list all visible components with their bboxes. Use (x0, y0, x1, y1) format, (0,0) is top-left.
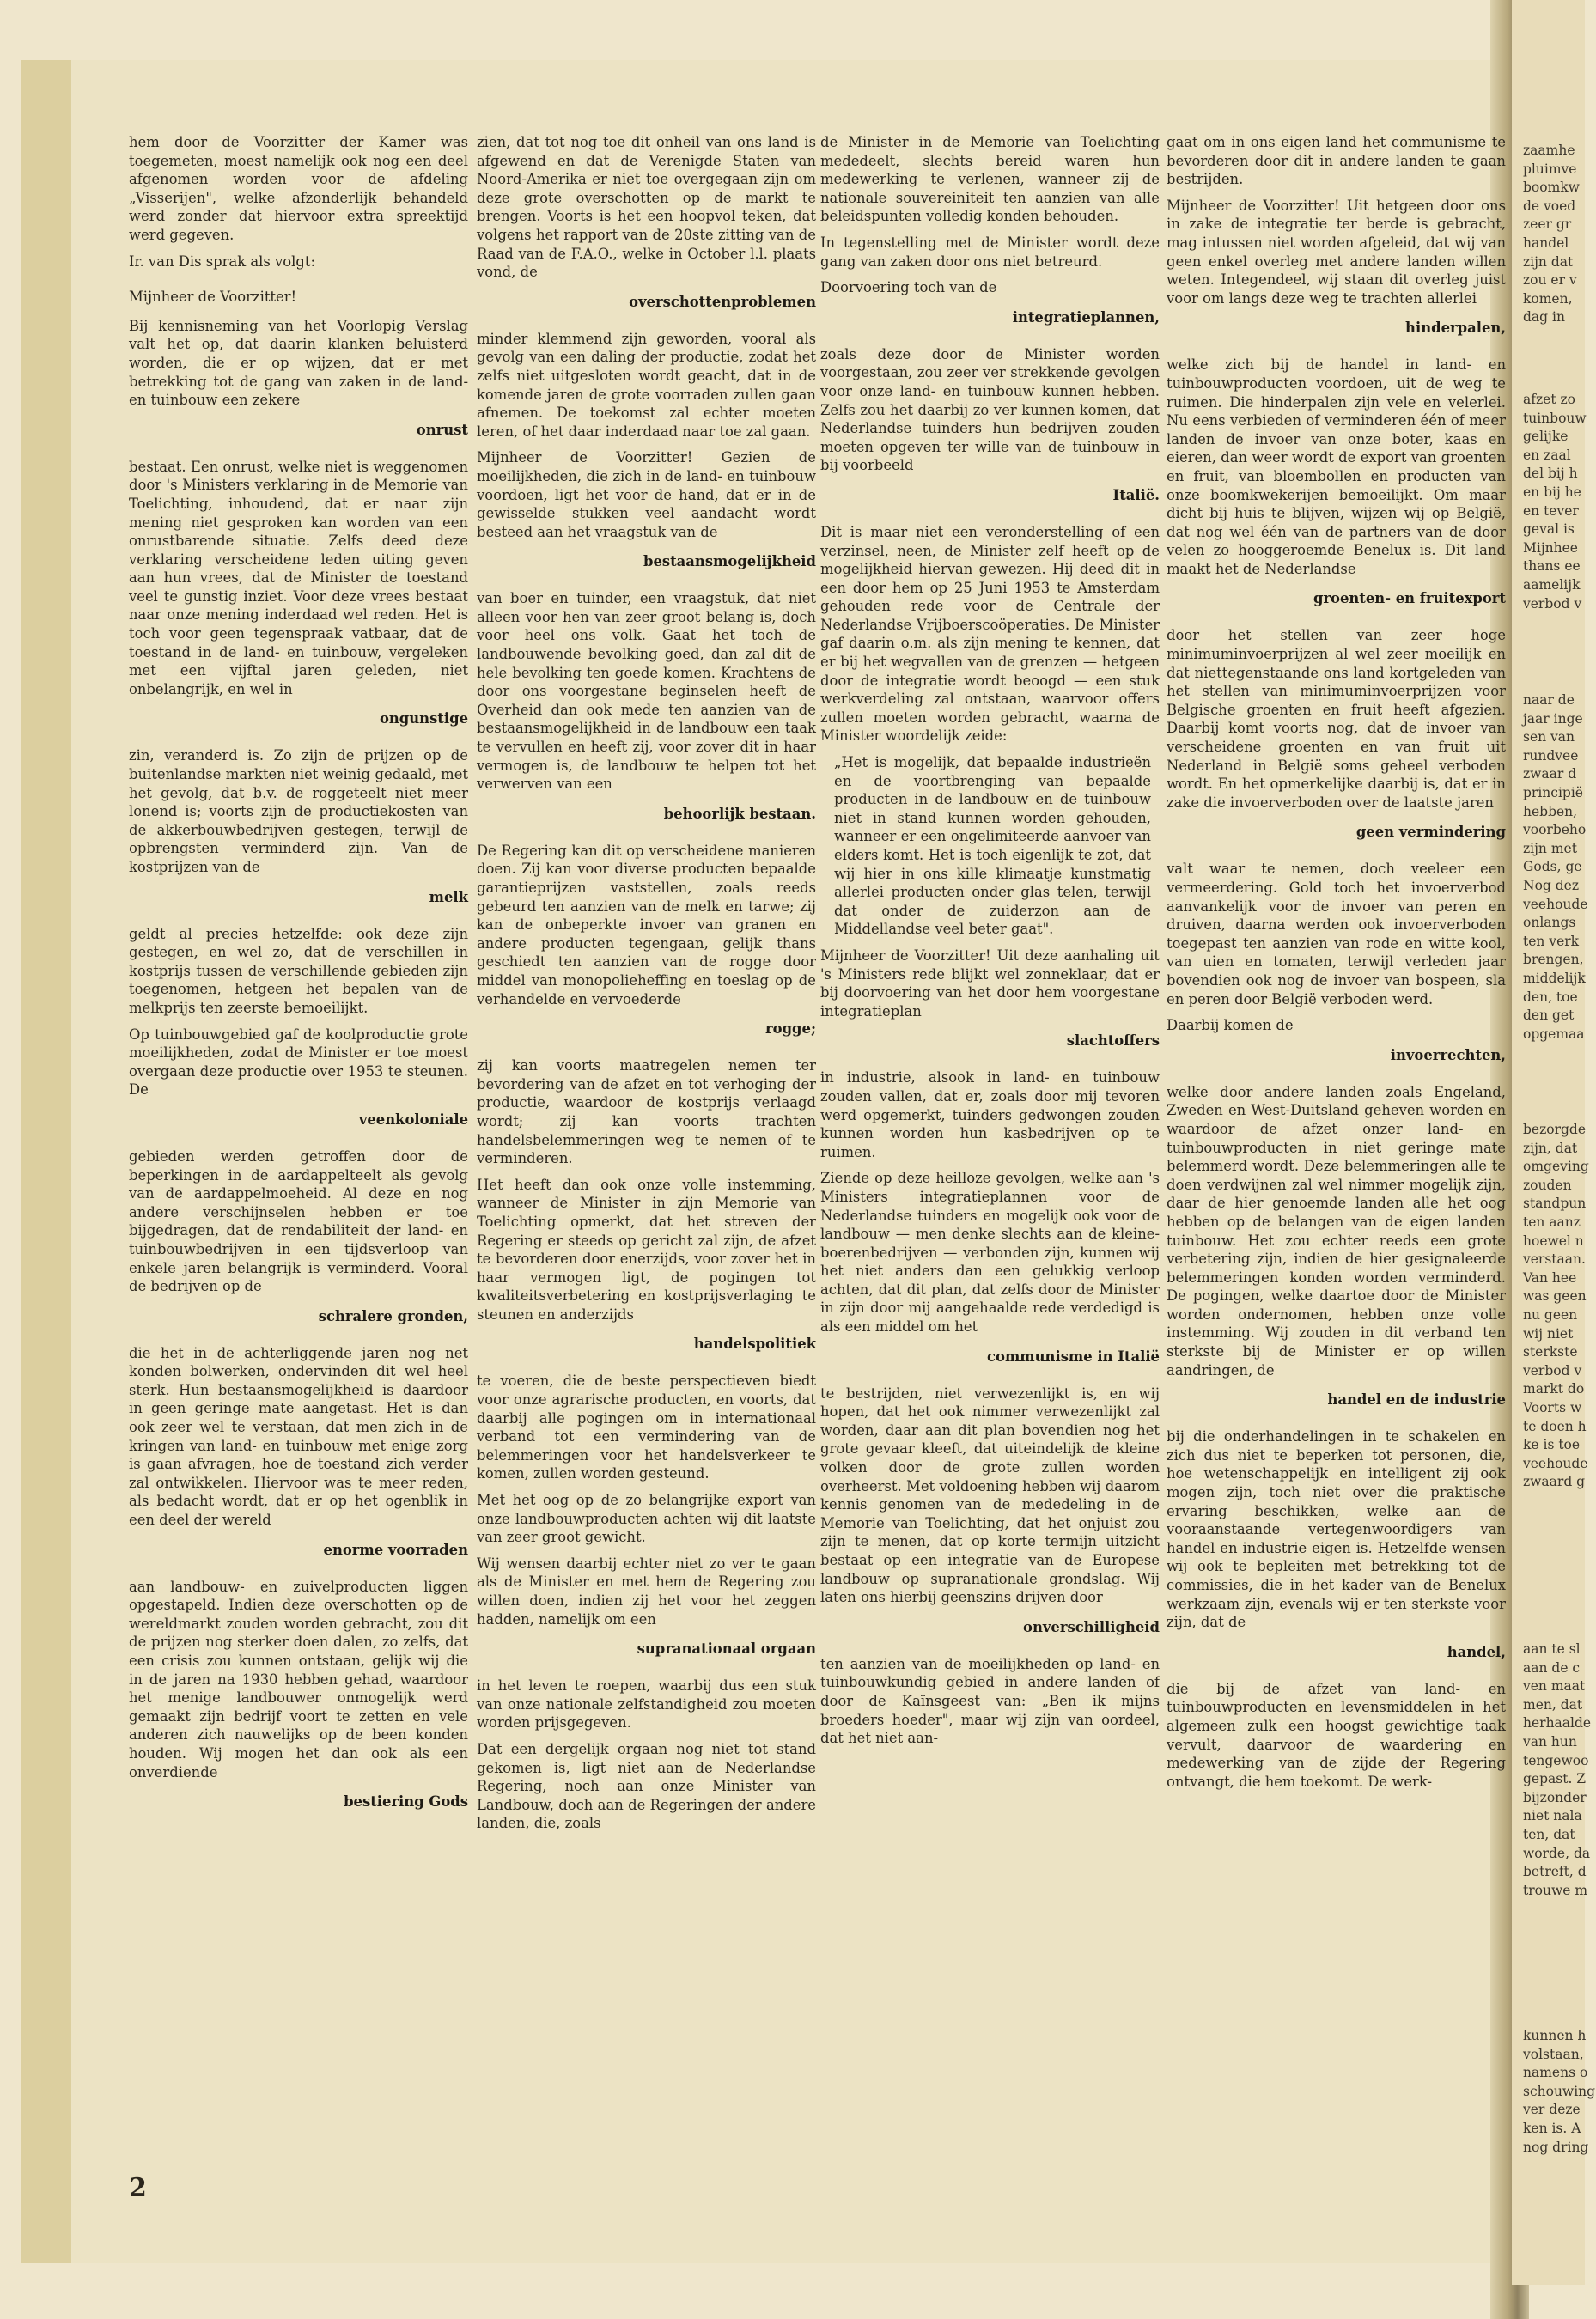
section-subheading: invoerrechten, (1390, 1046, 1506, 1063)
next-page-text-line: thans ee (1523, 558, 1581, 575)
next-page-text-line: volstaan, (1523, 2046, 1584, 2062)
article-paragraph: die bij de afzet van land- en tuinbouwproducten en levensmiddelen in het algemeen zulk een hoogst gewichtige taak vervult, daarvoor de waardering en medewerking van de zijde der Regering ontvangt, die hem toekomt. De werk- (1167, 1680, 1506, 1790)
section-subheading: onrust (416, 421, 468, 438)
next-page-text-line: kunnen h (1523, 2028, 1587, 2043)
article-paragraph: Mijnheer de Voorzitter! (129, 289, 297, 306)
next-page-text-line: komen, (1523, 290, 1573, 307)
next-page-text-line: verstaan. (1523, 1251, 1586, 1268)
next-page-fragment-2 (1523, 391, 1596, 613)
section-subheading: hinderpalen, (1405, 320, 1506, 337)
next-page-text-line: tuinbouw (1523, 410, 1587, 426)
article-paragraph: In tegenstelling met de Minister wordt deze gang van zaken door ons niet betreurd. (820, 234, 1160, 270)
section-subheading: geen vermindering (1355, 824, 1506, 841)
article-paragraph: valt waar te nemen, doch veeleer een vermeerdering. Gold toch het invoerverbod aanvankelijk voor de invoer van peren en druiven, daarna werden ook invoerverboden toegepast ten aanzien van rode en witte kool, van uien en tomaten, terwijl verleden jaar bovendien ook nog de invoer van bospeen, sla en peren door België verboden werd. (1167, 861, 1506, 1007)
article-paragraph: hem door de Voorzitter der Kamer was toegemeten, moest namelijk ook nog een deel afgenomen worden voor de afdeling „Visserijen", welke afzonderlijk behandeld werd zonder dat hiervoor extra spreektijd werd gegeven. (129, 134, 468, 243)
next-page-text-line: sen van (1523, 729, 1575, 746)
next-page-text-line: en zaal (1523, 447, 1571, 463)
next-page-text-line: bezorgde (1523, 1122, 1587, 1137)
next-page-text-line: zijn, dat (1523, 1140, 1578, 1156)
next-page-text-line: rundvee (1523, 747, 1579, 764)
next-page-text-line: dag in (1523, 309, 1565, 326)
section-subheading: slachtoffers (1066, 1032, 1160, 1050)
next-page-text-line: nu geen (1523, 1306, 1578, 1323)
next-page-text-line: zijn met (1523, 840, 1577, 856)
section-subheading: schralere gronden, (318, 1307, 468, 1324)
article-paragraph: zoals deze door de Minister worden voorgestaan, zou zeer ver strekkende gevolgen voor onze land- en tuinbouw kunnen hebben. Zelfs zou het daarbij zo ver kunnen komen, dat Nederlandse tuinders hun bedrijven zouden moeten opgeven ter wille van de tuinbouw in bij voorbeeld (820, 345, 1160, 474)
article-paragraph: zij kan voorts maatregelen nemen ter bevordering van de afzet en tot verhoging der productie, waardoor de kostprijs verlaagd wordt; zij kan voorts trachten handelsbelemmeringen weg te nemen of te verminderen. (477, 1057, 816, 1167)
article-paragraph: te voeren, die de beste perspectieven biedt voor onze agrarische producten, en voorts, dat daarbij alle pogingen om in internationaal verband tot een vermindering van de belemmeringen voor het handelsverkeer te komen, zullen worden gesteund. (477, 1373, 816, 1482)
next-page-text-line: boomkw (1523, 180, 1580, 196)
section-subheading: veenkoloniale (358, 1111, 468, 1128)
next-page-text-line: Van hee (1523, 1269, 1577, 1286)
article-paragraph: bestaat. Een onrust, welke niet is weggenomen door 's Ministers verklaring in de Memorie van Toelichting, inhoudend, dat er naar zijn mening niet gesproken kan worden van een onrustbarende situatie. Zelfs deed deze verklaring verscheidene leden uiting geven aan hun vrees, dat de Minister de toestand veel te gunstig inziet. Voor deze vrees bestaat naar onze mening inderdaad wel reden. Het is toch voor geen tegenspraak vatbaar, dat de toestand in de land- en tuinbouw, vergeleken met een vijftal jaren geleden, niet onbelangrijk, en wel in (129, 458, 468, 697)
article-paragraph: welke door andere landen zoals Engeland, Zweden en West-Duitsland geheven worden en waardoor de afzet onzer land- en tuinbouwproducten in niet geringe mate belemmerd wordt. Deze belemmeringen alle te doen verdwijnen zal wel nimmer mogelijk zijn, daar de hier genoemde landen alle het oog hebben op de belangen van de eigen landen tuinbouw. Het zou echter reeds een grote verbetering zijn, indien de hier gesignaleerde belemmeringen konden worden verminderd. De pogingen, welke daartoe door de Minister worden ondernomen, hebben onze volle instemming. Wij zouden in dit verband ten sterkste bij de Minister er op willen aandringen, de (1167, 1083, 1506, 1379)
section-subheading: overschottenproblemen (629, 293, 816, 310)
next-page-text-line: hebben, (1523, 803, 1578, 819)
next-page-text-line: zijn dat (1523, 253, 1574, 270)
article-paragraph: De Regering kan dit op verscheidene manieren doen. Zij kan voor diverse producten bepaalde garantieprijzen vaststellen, zoals reeds gebeurd ten aanzien van de melk en tarwe; zij kan de onbeperkte invoer van granen en andere producten tegengaan, gelijk thans geschiedt ten aanzien van de rogge door middel van monopolieheffing en toeslag op de verhandelde en vervoederde (477, 842, 816, 1007)
next-page-fragment-5 (1523, 1640, 1596, 1900)
article-paragraph: Doorvoering toch van de (820, 279, 997, 296)
next-page-text-line: naar de (1523, 692, 1575, 708)
section-subheading: rogge; (765, 1020, 816, 1038)
next-page-text-line: de voed (1523, 198, 1576, 214)
article-paragraph: Mijnheer de Voorzitter! Gezien de moeilijkheden, die zich in de land- en tuinbouw voordoen, ligt het voor de hand, dat er in de gewisselde stukken veel aandacht wordt besteed aan het vraagstuk van de (477, 449, 816, 540)
next-page-text-line: zou er v (1523, 272, 1577, 289)
article-paragraph: zin, veranderd is. Zo zijn de prijzen op de buitenlandse markten niet weinig gedaald, met het gevolg, dat b.v. de roggeteelt niet meer lonend is; voorts zijn de productiekosten van de akkerbouwbedrijven gestegen, terwijl de opbrengsten verminderd zijn. Van de kostprijzen van de (129, 747, 468, 875)
section-subheading: handel, (1447, 1643, 1506, 1660)
page-edge (21, 60, 71, 2263)
article-paragraph: die het in de achterliggende jaren nog net konden bolwerken, ondervinden dit wel heel sterk. Hun bestaansmogelijkheid is daardoor in geen geringe mate aangetast. Het is dan ook zeer wel te verstaan, dat men zich in de kringen van land- en tuinbouw met enige zorg is gaan afvragen, hoe de toestand zich verder zal ontwikkelen. Hiervoor was te meer reden, als bedacht wordt, dat er op het ogenblik in een deel der wereld (129, 1344, 468, 1529)
next-page-text-line: ken is. A (1523, 2120, 1581, 2136)
next-page-text-line: veehoude (1523, 1455, 1588, 1471)
next-page-text-line: handel (1523, 234, 1569, 251)
next-page-text-line: markt do (1523, 1381, 1585, 1397)
section-subheading: ongunstige (379, 710, 468, 727)
text-column-4 (1167, 133, 1506, 1799)
next-page-text-line: pluimve (1523, 161, 1577, 177)
next-page-text-line: jaar inge (1523, 710, 1583, 727)
next-page-text-line: aan te sl (1523, 1641, 1581, 1657)
next-page-text-line: zaamhe (1523, 143, 1575, 158)
section-subheading: handelspolitiek (693, 1336, 816, 1353)
next-page-text-line: ten verk (1523, 933, 1580, 949)
next-page-text-line: worde, da (1523, 1845, 1591, 1861)
next-page-text-line: den get (1523, 1007, 1575, 1024)
next-page-text-line: Gods, ge (1523, 859, 1582, 875)
next-page-text-line: en bij he (1523, 484, 1581, 500)
next-page-text-line: zouden (1523, 1177, 1572, 1193)
article-paragraph: van boer en tuinder, een vraagstuk, dat niet alleen voor hen van zeer groot belang is, doch voor heel ons volk. Gaat het toch de landbouwende bevolking goed, dan zal dit de hele bevolking ten goede komen. Krachtens de door ons voorgestane beginselen heeft de Overheid dan ook mede ten aanzien van de bestaansmogelijkheid in de landbouw een taak te vervullen en heeft zij, voor zover dit in haar vermogen is, de landbouw te helpen tot het verwerven van een (477, 590, 816, 793)
article-paragraph: zien, dat tot nog toe dit onheil van ons land is afgewend en dat de Verenigde Staten van Noord-Amerika er niet toe overgegaan zijn om deze grote overschotten op de markt te brengen. Voorts is het een hoopvol teken, dat volgens het rapport van de 20ste zitting van de Raad van de F.A.O., welke in October l.l. plaats vond, de (477, 134, 816, 281)
article-paragraph: te bestrijden, niet verwezenlijkt is, en wij hopen, dat het ook nimmer verwezenlijkt zal worden, daar aan dit plan bovendien nog het grote gevaar kleeft, dat uiteindelijk de kleine volken door de grote zullen worden overheerst. Met voldoening hebben wij daarom kennis genomen van de mededeling in de Memorie van Toelichting, dat het onjuist zou zijn te menen, dat op korte termijn uitzicht bestaat op een integratie van de Europese landbouw op supranationale grondslag. Wij laten ons hierbij geenszins drijven door (820, 1385, 1160, 1606)
next-page-text-line: gelijke (1523, 429, 1569, 445)
section-subheading: handel en de industrie (1327, 1391, 1506, 1409)
section-subheading: behoorlijk bestaan. (663, 805, 816, 822)
next-page-text-line: ke is toe (1523, 1437, 1581, 1453)
next-page-text-line: gepast. Z (1523, 1771, 1587, 1787)
article-paragraph: Bij kennisneming van het Voorlopig Verslag valt het op, dat daarin klanken beluisterd worden, die er op wijzen, dat er met betrekking tot de gang van zaken in de land- en tuinbouw een zekere (129, 317, 468, 409)
article-paragraph: Dit is maar niet een veronderstelling of een verzinsel, neen, de Minister zelf heeft op de mogelijkheid hiervan gewezen. Hij deed dit in een door hem op 25 Juni 1953 te Amsterdam gehouden rede voor de Centrale der Nederlandse Vrijboerscoöperaties. De Minister gaf daarin o.m. als zijn mening te kennen, dat er bij het wegvallen van de grenzen — hetgeen door de integratie wordt beoogd — een stuk werkverdeling zal ontstaan, waarvoor offers zullen moeten worden gebracht, waarna de Minister woordelijk zeide: (820, 523, 1160, 745)
next-page-text-line: ten aanz (1523, 1214, 1581, 1230)
article-paragraph: Mijnheer de Voorzitter! Uit deze aanhaling uit 's Ministers rede blijkt wel zonneklaar, dat er bij doorvoering van het door hem voorgestane integratieplan (820, 946, 1160, 1020)
next-page-text-line: verbod v (1523, 1362, 1582, 1379)
next-page-text-line: was geen (1523, 1288, 1587, 1305)
next-page-text-line: ver deze (1523, 2102, 1581, 2118)
article-paragraph: gebieden werden getroffen door de beperkingen in de aardappelteelt als gevolg van de aardappelmoeheid. Al deze en nog andere verschijnselen hebben er toe bijgedragen, dat de rendabiliteit der land- en tuinbouwbedrijven in een tijdsverloop van enkele jaren belangrijk is verminderd. Vooral de bedrijven op de (129, 1147, 468, 1295)
article-paragraph: Ziende op deze heilloze gevolgen, welke aan 's Ministers integratieplannen voor de Nederlandse tuinders en mogelijk ook voor de landbouw — men denke slechts aan de kleine-boerenbedrijven — verbonden zijn, kunnen wij het niet anders dan een gelukkig verloop achten, dat dit plan, dat zelfs door de Minister in zijn door mij aangehaalde rede verdedigd is als een middel om het (820, 1170, 1160, 1336)
next-page-text-line: en tever (1523, 502, 1579, 519)
article-paragraph: Het heeft dan ook onze volle instemming, wanneer de Minister in zijn Memorie van Toelichting opmerkt, dat het streven der Regering er steeds op gericht zal zijn, de afzet te bevorderen door enerzijds, voor zover het in haar vermogen ligt, de pogingen tot kwaliteitsverbetering en kostprijsverlaging te steunen en anderzijds (477, 1176, 816, 1323)
section-subheading: bestaansmogelijkheid (643, 553, 816, 570)
next-page-text-line: principië (1523, 784, 1583, 800)
text-column-1 (129, 133, 468, 1829)
next-page-text-line: veehoude (1523, 896, 1588, 912)
article-paragraph: geldt al precies hetzelfde: ook deze zijn gestegen, en wel zo, dat de verschillen in kostprijs tussen de verschillende gebieden zijn toegenomen, hetgeen het bepalen van de melkprijs ten zeerste bemoeilijkt. (129, 925, 468, 1016)
article-paragraph: Op tuinbouwgebied gaf de koolproductie grote moeilijkheden, zodat de Minister er toe moest overgaan deze productie over 1953 te steunen. De (129, 1026, 468, 1099)
next-page-text-line: hoewel n (1523, 1233, 1584, 1249)
section-subheading: communisme in Italië (987, 1348, 1160, 1365)
next-page-text-line: brengen, (1523, 952, 1584, 968)
section-subheading: onverschilligheid (1023, 1618, 1160, 1635)
next-page-text-line: zwaar d (1523, 766, 1577, 782)
article-paragraph: welke zich bij de handel in land- en tuinbouwproducten voordoen, uit de weg te ruimen. Die hinderpalen zijn vele en velerlei. Nu eens verbieden of verminderen één of meer landen de invoer van onze boter, kaas en eieren, dan weer wordt de export van groenten en fruit, van bloembollen en producten van onze boomkwekerijen bemoeilijkt. Om maar dicht bij huis te blijven, wijzen wij op België, dat nog wel één van de partners van de door velen zo hooggeroemde Benelux is. Dit land maakt het de Nederlandse (1167, 356, 1506, 577)
page-number: 2 (129, 2173, 147, 2203)
next-page-text-line: nog dring (1523, 2139, 1589, 2155)
next-page-text-line: betreft, d (1523, 1864, 1587, 1880)
next-page-text-line: onlangs (1523, 915, 1576, 931)
section-subheading: supranationaal orgaan (637, 1640, 816, 1658)
next-page-text-line: ven maat (1523, 1678, 1586, 1695)
next-page-text-line: te doen h (1523, 1418, 1587, 1434)
next-page-text-line: Nog dez (1523, 877, 1580, 893)
article-paragraph: gaat om in ons eigen land het communisme te bevorderen door dit in andere landen te gaan bestrijden. (1167, 134, 1506, 188)
next-page-text-line: aamelijk (1523, 576, 1581, 593)
section-subheading: melk (429, 888, 468, 905)
article-paragraph: minder klemmend zijn geworden, vooral als gevolg van een daling der productie, zodat het zelfs niet uitgesloten wordt geacht, dat in de komende jaren de grote voorraden zullen gaan afnemen. De toekomst zal echter moeten leren, of het daar inderdaad naar toe zal gaan. (477, 330, 816, 440)
article-paragraph: door het stellen van zeer hoge minimuminvoerprijzen al wel zeer moeilijk en dat niettegenstaande ons land kortgeleden van het stellen van minimuminvoerprijzen voor Belgische groenten en fruit heeft afgezien. Daarbij komt voorts nog, dat de invoer van verscheidene groenten en van fruit uit Nederland in België soms geheel verboden wordt. En het opmerkelijke daarbij is, dat er in zake die invoerverboden over de laatste jaren (1167, 627, 1506, 811)
next-page-text-line: verbod v (1523, 595, 1582, 612)
next-page-fragment-3 (1523, 691, 1596, 1044)
next-page-fragment-4 (1523, 1121, 1596, 1492)
next-page-text-line: opgemaa (1523, 1026, 1585, 1042)
article-paragraph: Mijnheer de Voorzitter! Uit hetgeen door ons in zake de integratie ter berde is gebracht, mag intussen niet worden afgeleid, dat wij van geen enkel overleg met andere landen willen weten. Integendeel, wij staan dit overleg juist voor om langs deze weg te trachten allerlei (1167, 197, 1506, 307)
article-paragraph: in het leven te roepen, waarbij dus een stuk van onze nationale zelfstandigheid zou moeten worden prijsgegeven. (477, 1677, 816, 1732)
article-paragraph: Wij wensen daarbij echter niet zo ver te gaan als de Minister en met hem de Regering zou willen doen, indien zij het voor het zeggen hadden, namelijk om een (477, 1555, 816, 1628)
article-paragraph: Ir. van Dis sprak als volgt: (129, 253, 315, 270)
next-page-text-line: afzet zo (1523, 392, 1575, 407)
article-paragraph: Daarbij komen de (1167, 1017, 1294, 1034)
article-paragraph: Dat een dergelijk orgaan nog niet tot stand gekomen is, ligt niet aan de Nederlandse Regering, noch aan onze Minister van Landbouw, doch aan de Regeringen der andere landen, die, zoals (477, 1740, 816, 1832)
section-subheading: enorme voorraden (323, 1541, 468, 1558)
section-subheading: bestiering Gods (344, 1793, 468, 1811)
section-subheading: Italië. (1112, 486, 1160, 503)
article-paragraph: in industrie, alsook in land- en tuinbouw zouden vallen, dat er, zoals door mij tevoren werd opgemerkt, tuinders gedwongen zouden kunnen worden hun kasbedrijven op te ruimen. (820, 1069, 1160, 1160)
article-paragraph: bij die onderhandelingen in te schakelen en zich dus niet te beperken tot personen, die, hoe wetenschappelijk en intelligent zij ook mogen zijn, toch niet over die praktische ervaring beschikken, welke aan de vooraanstaande vertegenwoordigers van handel en industrie eigen is. Hetzelfde wensen wij ook te bepleiten met betrekking tot de commissies, die in het kader van de Benelux werkzaam zijn, evenals wij er ten sterkste voor zijn, dat de (1167, 1428, 1506, 1631)
next-page-text-line: middelijk (1523, 970, 1586, 986)
next-page-text-line: voorbeho (1523, 822, 1587, 838)
next-page-text-line: namens o (1523, 2065, 1588, 2081)
section-subheading: integratieplannen, (1012, 308, 1160, 326)
section-subheading: groenten- en fruitexport (1313, 590, 1506, 607)
next-page-text-line: del bij h (1523, 466, 1578, 482)
article-paragraph: Met het oog op de zo belangrijke export van onze landbouwproducten achten wij dit laatste van zeer groot gewicht. (477, 1492, 816, 1546)
next-page-text-line: standpun (1523, 1196, 1587, 1212)
next-page-text-line: trouwe m (1523, 1882, 1588, 1898)
article-paragraph: ten aanzien van de moeilijkheden op land- en tuinbouwkundig gebied in andere landen of door de Kaïnsgeest van: „Ben ik mijns broeders hoeder", maar wij zijn van oordeel, dat het niet aan- (820, 1655, 1160, 1747)
next-page-text-line: zwaard g (1523, 1474, 1586, 1490)
next-page-text-line: ten, dat (1523, 1826, 1575, 1842)
next-page-text-line: schouwing (1523, 2083, 1596, 2099)
next-page-text-line: Mijnhee (1523, 539, 1578, 556)
next-page-text-line: zeer gr (1523, 216, 1572, 233)
next-page-text-line: sterkste (1523, 1344, 1578, 1360)
next-page-fragment-6 (1523, 2027, 1596, 2157)
next-page-text-line: wij niet (1523, 1325, 1574, 1342)
next-page-text-line: niet nala (1523, 1808, 1582, 1824)
next-page-text-line: omgeving (1523, 1159, 1589, 1175)
next-page-text-line: den, toe (1523, 989, 1578, 1005)
article-paragraph: aan landbouw- en zuivelproducten liggen opgestapeld. Indien deze overschotten op de wereldmarkt zouden worden gebracht, zou dit de prijzen nog sterker doen dalen, zo zelfs, dat een crisis zou kunnen ontstaan, gelijk wij die in de jaren na 1930 hebben gehad, waardoor het menige landbouwer onmogelijk werd gemaakt zijn bedrijf voort te zetten en vele anderen zich nauwelijks op de been konden houden. Wij mogen het dan ook als een onverdiende (129, 1578, 468, 1780)
text-column-2 (477, 133, 816, 1841)
article-paragraph: de Minister in de Memorie van Toelichting mededeelt, slechts bereid waren hun medewerking te verlenen, wanneer zij de nationale souvereiniteit ten aanzien van alle beleidspunten volledig konden behouden. (820, 134, 1160, 225)
next-page-text-line: geval is (1523, 521, 1575, 538)
next-page-text-line: herhaalde (1523, 1715, 1592, 1732)
next-page-text-line: tengewoo (1523, 1752, 1589, 1768)
next-page-text-line: Voorts w (1523, 1399, 1582, 1415)
next-page-text-line: van hun (1523, 1733, 1577, 1750)
next-page-text-line: men, dat (1523, 1696, 1583, 1713)
text-column-3 (820, 133, 1160, 1756)
next-page-text-line: aan de c (1523, 1659, 1581, 1676)
next-page-fragment-1 (1523, 142, 1596, 327)
article-paragraph: „Het is mogelijk, dat bepaalde industrieën en de voortbrenging van bepaalde producten in de landbouw en de tuinbouw niet in stand kunnen worden gehouden, wanneer er een ongelimiteerde aanvoer van elders komt. Het is toch eigenlijk te zot, dat wij hier in ons kille klimaatje kunstmatig allerlei producten onder glas telen, terwijl dat onder de zuiderzon aan de Middellandse veel beter gaat". (834, 754, 1151, 938)
next-page-text-line: bijzonder (1523, 1789, 1587, 1805)
